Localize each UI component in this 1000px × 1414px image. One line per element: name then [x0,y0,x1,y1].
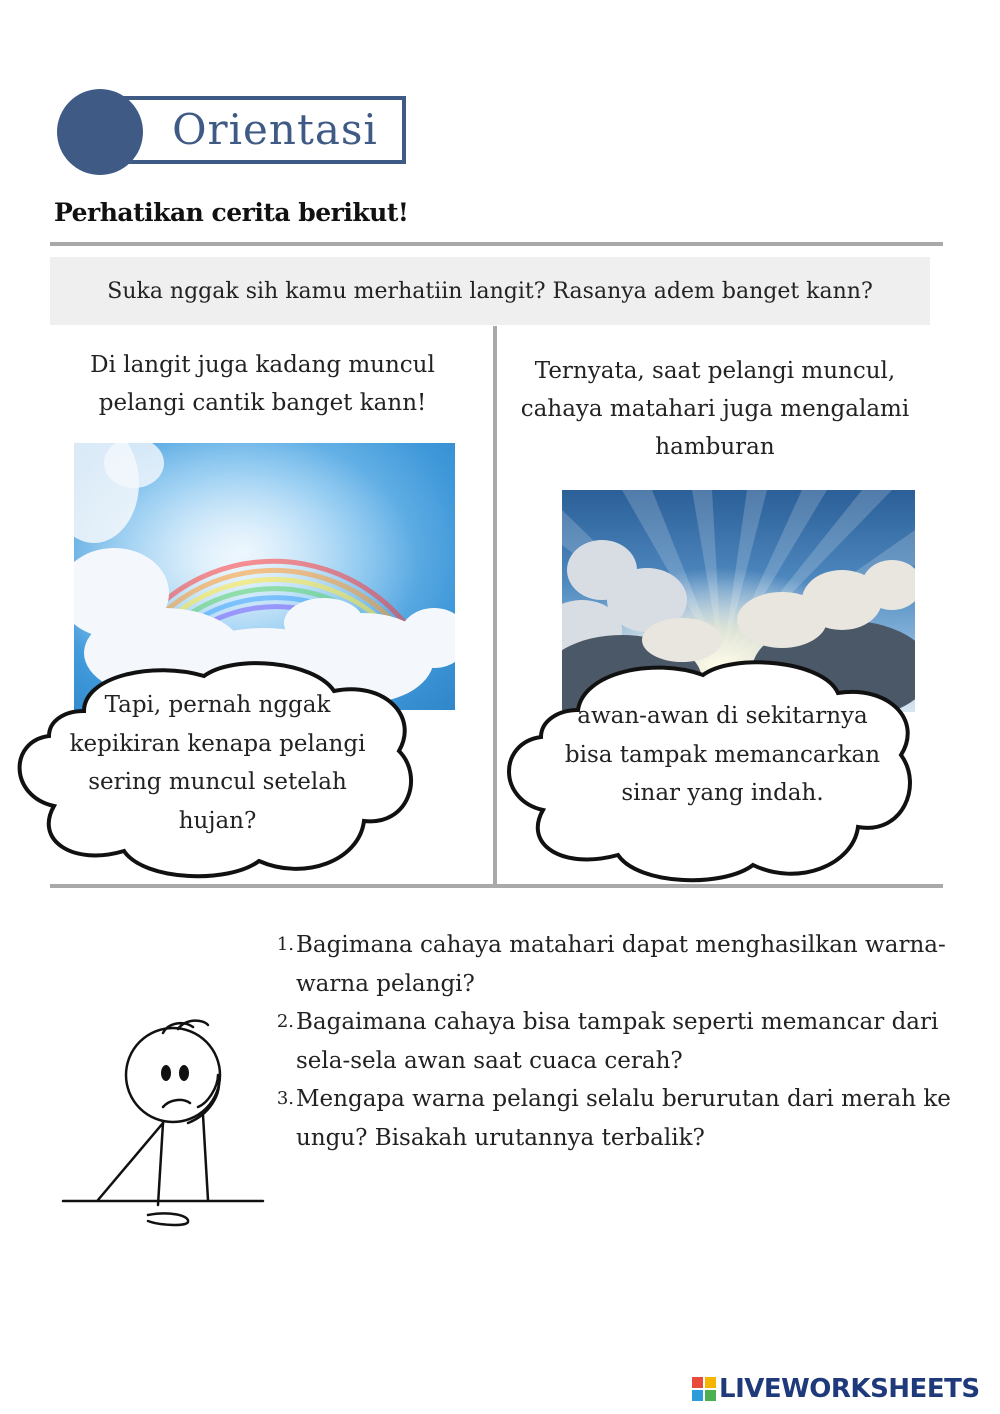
divider-bottom [50,884,943,888]
instruction-heading: Perhatikan cerita berikut! [54,198,409,227]
right-panel-caption: Ternyata, saat pelangi muncul, cahaya matahari juga mengalami hamburan [520,358,910,460]
thought-bubble-right-text: awan-awan di sekitarnya bisa tampak memancarkan sinar yang indah. [564,703,881,806]
question-item [270,926,960,1003]
liveworksheets-mark-icon [692,1377,716,1401]
question-item [270,1080,960,1157]
liveworksheets-logo[interactable] [692,1374,980,1404]
intro-banner [50,257,930,325]
logo-text: LIVEWORKSHEETS [719,1374,980,1404]
question-number: 1. [276,934,294,955]
question-text: Bagimana cahaya matahari dapat menghasilkan warna-warna pelangi? [296,932,946,997]
thought-bubble-left-text: Tapi, pernah nggak kepikiran kenapa pelangi sering muncul setelah hujan? [69,692,366,834]
question-number: 3. [276,1088,294,1109]
section-title: Orientasi [172,105,378,154]
question-text: Bagaimana cahaya bisa tampak seperti memancar dari sela-sela awan saat cuaca cerah? [296,1009,939,1074]
divider-vertical [493,326,497,886]
question-text: Mengapa warna pelangi selalu berurutan dari merah ke ungu? Bisakah urutannya terbalik? [296,1086,951,1151]
divider-top [50,242,943,246]
question-list [270,926,960,1157]
thinking-stickman-icon [58,1015,270,1230]
question-item [270,1003,960,1080]
intro-text: Suka nggak sih kamu merhatiin langit? Rasanya adem banget kann? [107,278,873,304]
question-number: 2. [276,1011,294,1032]
section-badge-circle [57,89,143,175]
left-panel-caption: Di langit juga kadang muncul pelangi cantik banget kann! [90,352,435,416]
